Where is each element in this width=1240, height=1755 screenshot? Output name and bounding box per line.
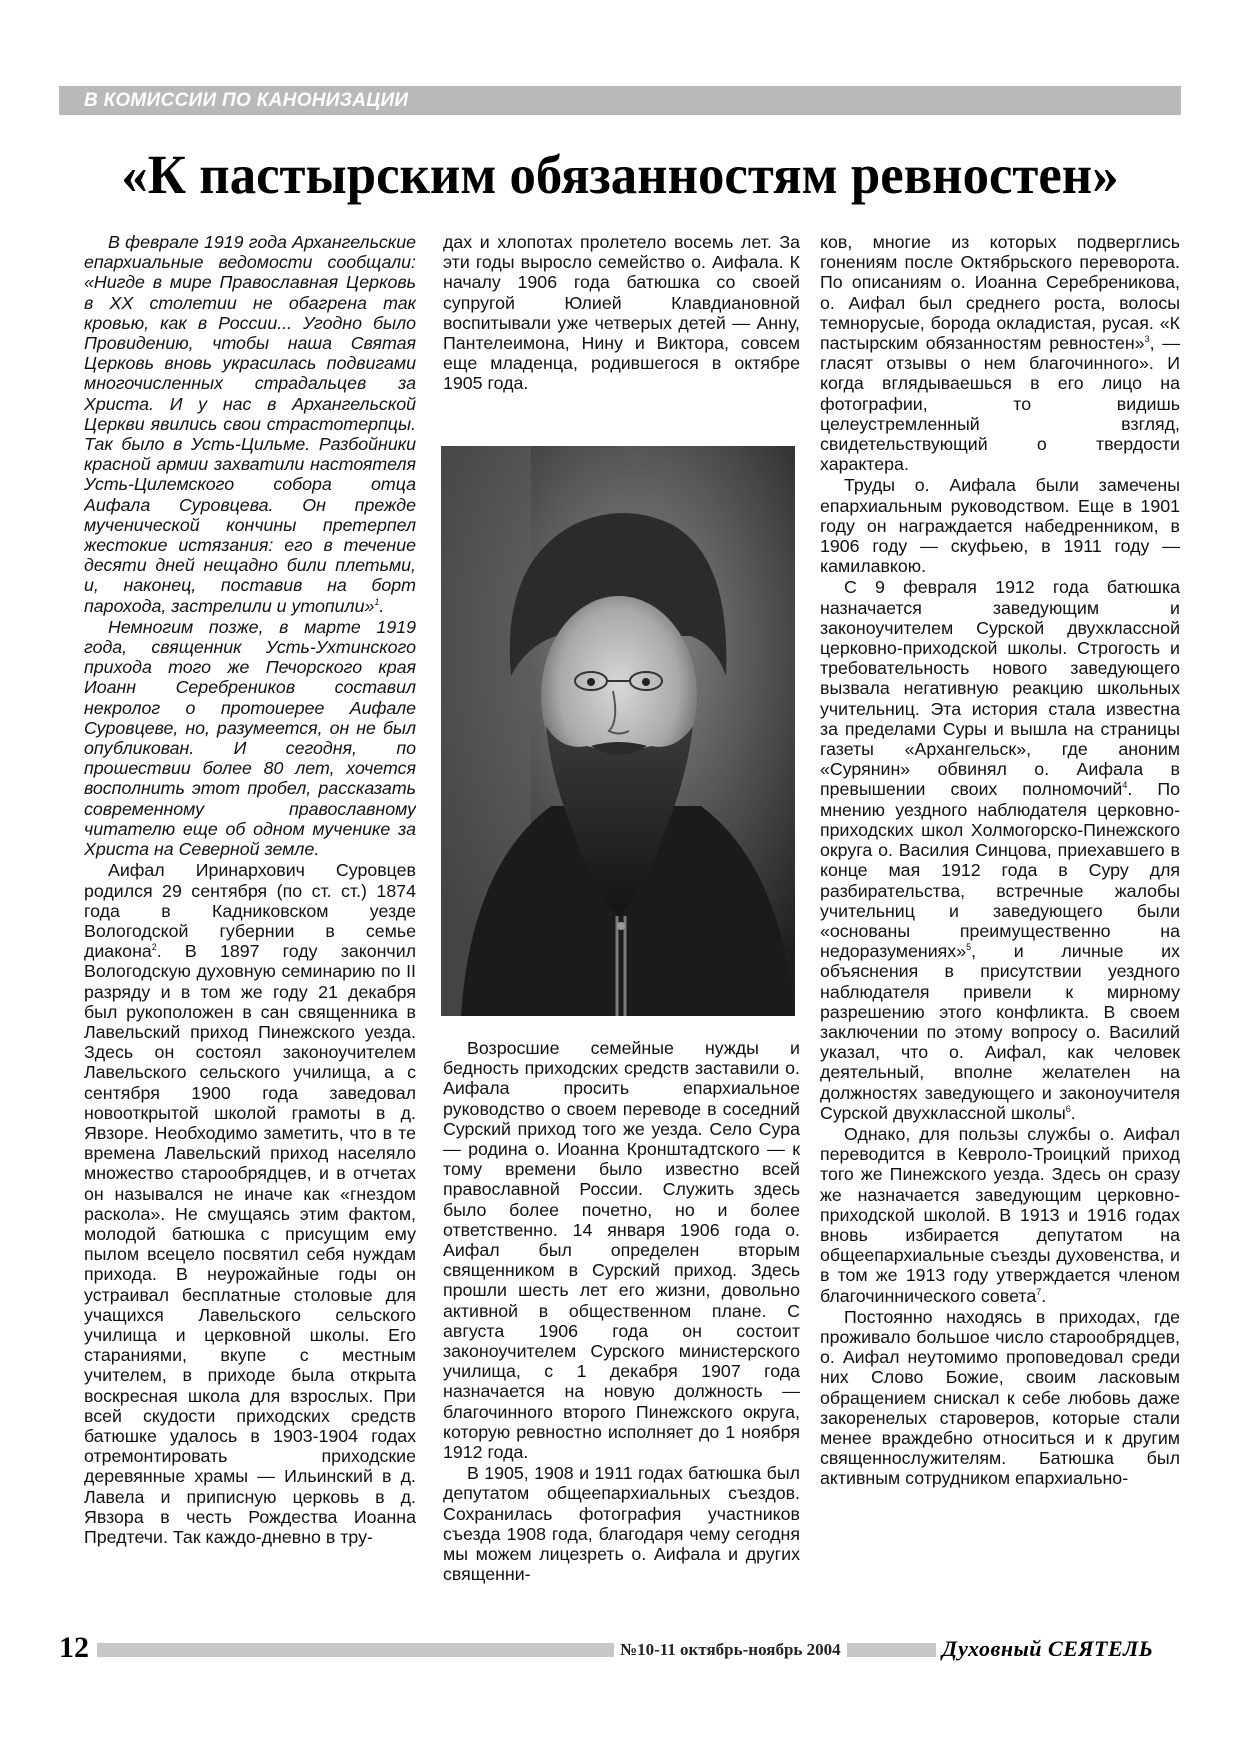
paragraph: В феврале 1919 года Архангельские епархиальные ведомости сообщали: «Нигде в мире Православная Церковь в XX столетии не обагрена так кровью, как в России... Угодно было Провидению, чтобы наша Святая Церковь вновь украсилась подвигами многочисленных страдальцев за Христа. И у нас в Архангельской Церкви явились свои страстотерпцы. Так было в Усть-Цильме. Разбойники красной армии захватили настоятеля Усть-Цилемского собора отца Аифала Суровцева. Он прежде мученической кончины претерпел жестокие истязания: его в течение десяти дней нещадно били плетьми, и, наконец, поставив на борт парохода, застрелили и утопили»$^1$. bbox=[84, 232, 416, 616]
footnote-ref: 6 bbox=[1065, 1103, 1071, 1114]
paragraph: дах и хлопотах пролетело восемь лет. За эти годы выросло семейство о. Аифала. К началу 1906 года батюшка со своей супругой Юлией Клавдиановной воспитывали уже четверых детей — Анну, Пантелеимона, Нину и Виктора, совсем еще младенца, родившегося в октябре 1905 года. bbox=[443, 232, 800, 394]
paragraph: Немногим позже, в марте 1919 года, священник Усть-Ухтинского прихода того же Печорского края Иоанн Серебреников составил некролог о протоиерее Аифале Суровцеве, но, разумеется, он не был опубликован. И сегодня, по прошествии более 80 лет, хочется восполнить этот пробел, рассказать современному православному читателю еще об одном мученике за Христа на Северной земле. bbox=[84, 616, 416, 860]
article-column-2-bottom bbox=[443, 1038, 800, 1624]
page-number: 12 bbox=[59, 1628, 97, 1668]
paragraph: Однако, для пользы службы о. Аифал переводится в Кевроло-Троицкий приход того же Пинежского уезда. Здесь он сразу же назначается заведующим церковно-приходской школой. В 1913 и 1916 годах вновь избирается депутатом на общеепархиальные съезды духовенства, и в том же 1913 году утверждается членом благочиннического совета$^7$. bbox=[820, 1123, 1180, 1306]
portrait-photo-icon bbox=[441, 446, 795, 1016]
footnote-ref: 5 bbox=[966, 942, 972, 953]
footnote-ref: 3 bbox=[1144, 334, 1150, 345]
footnote-ref: 1 bbox=[374, 596, 380, 607]
section-label: В КОМИССИИ ПО КАНОНИЗАЦИИ bbox=[84, 90, 409, 111]
footnote-ref: 4 bbox=[1122, 780, 1128, 791]
paragraph: ков, многие из которых подверглись гонениям после Октябрьского переворота. По описаниям о. Иоанна Серебреникова, о. Аифал был среднего роста, волосы темнорусые, борода окладистая, русая. «К пастырским обязанностям ревностен»$^3$, — гласят отзывы о нем благочинного». И когда вглядываешься в его лицо на фотографии, то видишь целеустремленный взгляд, свидетельствующий о твердости характера. bbox=[820, 232, 1180, 475]
issue-info: №10-11 октябрь-ноябрь 2004 bbox=[614, 1635, 847, 1665]
magazine-name: Духовный СЕЯТЕЛЬ bbox=[936, 1633, 1192, 1665]
article-column-2-top bbox=[443, 232, 800, 482]
article-column-1 bbox=[84, 232, 416, 1622]
portrait-photo bbox=[441, 446, 795, 1016]
article-title: «К пастырским обязанностям ревностен» bbox=[121, 144, 1119, 205]
paragraph: С 9 февраля 1912 года батюшка назначается заведующим и законоучителем Сурской двухклассной церковно-приходской школы. Строгость и требовательность нового заведующего вызвала негативную реакцию школьных учительниц. Эта история стала известна за пределами Суры и вышла на страницы газеты «Архангельск», где аноним «Сурянин» обвинял о. Аифала в превышении своих полномочий$^4$. По мнению уездного наблюдателя церковно-приходских школ Холмогорско-Пинежского округа о. Василия Синцова, приехавшего в конце мая 1912 года в Суру для разбирательства, встречные жалобы учительниц и заведующего были «основаны преимущественно на недоразумениях»$^5$, и личные их объяснения в присутствии уездного наблюдателя привели к мирному разрешению этого конфликта. В своем заключении по этому вопросу о. Василий указал, что о. Аифал, как человек деятельный, вполне желателен на должностях заведующего и законоучителя Сурской двухклассной школы$^6$. bbox=[820, 577, 1180, 1123]
article-column-3 bbox=[820, 232, 1180, 1624]
paragraph: Аифал Иринархович Суровцев родился 29 сентября (по ст. ст.) 1874 года в Кадниковском уезде Вологодской губернии в семье диакона$^2$. В 1897 году закончил Вологодскую духовную семинарию по II разряду и в том же году 21 декабря был рукоположен в сан священника в Лавельский приход Пинежского уезда. Здесь он состоял законоучителем Лавельского сельского училища, а с сентября 1900 года заведовал новооткрытой школой грамоты в д. Явзоре. Необходимо заметить, что в те времена Лавельский приход населяло множество старообрядцев, и в отчетах он назывался не иначе как «гнездом раскола». Не смущаясь этим фактом, молодой батюшка с присущим ему пылом всецело посвятил себя нуждам прихода. В неурожайные годы он устраивал бесплатные столовые для учащихся Лавельского сельского училища и церковной школы. Его стараниями, вкупе с местным учителем, в приходе была открыта воскресная школа для взрослых. При всей скудости приходских средств батюшке удалось в 1903-1904 годах отремонтировать приходские деревянные храмы — Ильинский в д. Лавела и приписную церковь в д. Явзора в честь Рождества Иоанна Предтечи. Так каждо-дневно в тру- bbox=[84, 860, 416, 1547]
footnote-ref: 7 bbox=[1036, 1286, 1042, 1297]
footnote-ref: 2 bbox=[151, 942, 157, 953]
paragraph: В 1905, 1908 и 1911 годах батюшка был депутатом общеепархиальных съездов. Сохранилась фотография участников съезда 1908 года, благодаря чему сегодня мы можем лицезреть о. Аифала и других священни- bbox=[443, 1463, 800, 1585]
paragraph: Возросшие семейные нужды и бедность приходских средств заставили о. Аифала просить епархиальное руководство о своем переводе в соседний Сурский приход того же уезда. Село Сура — родина о. Иоанна Кронштадтского — к тому времени было известно всей православной России. Служить здесь было более почетно, но и более ответственно. 14 января 1906 года о. Аифал был определен вторым священником в Сурский приход. Здесь прошли шесть лет его жизни, довольно активной в общественном плане. С августа 1906 года он состоит законоучителем Сурского министерского училища, с 1 декабря 1907 года назначается на новую должность — благочинного второго Пинежского округа, которую ревностно исполняет до 1 ноября 1912 года. bbox=[443, 1038, 800, 1463]
paragraph: Труды о. Аифала были замечены епархиальным руководством. Еще в 1901 году он награждается набедренником, в 1906 году — скуфьею, в 1911 году — камилавкою. bbox=[820, 475, 1180, 577]
paragraph: Постоянно находясь в приходах, где проживало большое число старообрядцев, о. Аифал неутомимо проповедовал среди них Слово Божие, своим ласковым обращением снискал к себе любовь даже закоренелых староверов, которые стали менее враждебно относиться и к другим священнослужителям. Батюшка был активным сотрудником епархиально- bbox=[820, 1306, 1180, 1489]
